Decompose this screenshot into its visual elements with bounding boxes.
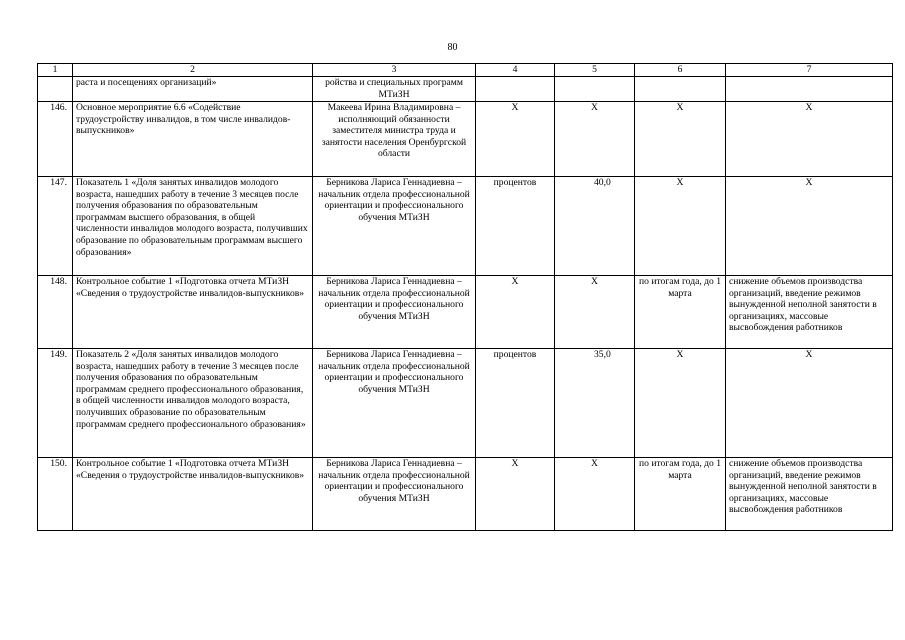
- row-responsible: Берникова Лариса Геннадиевна – начальник отдела профессиональной ориентации и профессионального обучения МТиЗН: [313, 458, 476, 531]
- row-risk: [726, 77, 893, 102]
- row-term: по итогам года, до 1 марта: [635, 458, 726, 531]
- row-value: X: [555, 102, 635, 177]
- column-header-7: 7: [726, 64, 893, 77]
- row-responsible: Берникова Лариса Геннадиевна – начальник отдела профессиональной ориентации и профессионального обучения МТиЗН: [313, 349, 476, 458]
- row-term: [635, 77, 726, 102]
- row-responsible: Берникова Лариса Геннадиевна – начальник отдела профессиональной ориентации и профессионального обучения МТиЗН: [313, 276, 476, 349]
- row-responsible: Макеева Ирина Владимировна – исполняющий обязанности заместителя министра труда и занятости населения Оренбургской области: [313, 102, 476, 177]
- row-value: [555, 77, 635, 102]
- row-risk: снижение объемов производства организаций, введение режимов вынужденной неполной занятости в организациях, массовые высвобождения работников: [726, 458, 893, 531]
- row-value: 35,0: [555, 349, 635, 458]
- row-unit: X: [476, 458, 555, 531]
- row-responsible: Берникова Лариса Геннадиевна – начальник отдела профессиональной ориентации и профессионального обучения МТиЗН: [313, 177, 476, 276]
- row-term: X: [635, 102, 726, 177]
- column-header-3: 3: [313, 64, 476, 77]
- row-unit: процентов: [476, 177, 555, 276]
- row-term: по итогам года, до 1 марта: [635, 276, 726, 349]
- column-header-1: 1: [38, 64, 73, 77]
- row-description: Основное мероприятие 6.6 «Содействие трудоустройству инвалидов, в том числе инвалидов-выпускников»: [73, 102, 313, 177]
- row-number: 150.: [38, 458, 73, 531]
- header-row: [38, 64, 893, 77]
- table-row: [38, 458, 893, 531]
- row-number: [38, 77, 73, 102]
- row-unit: X: [476, 102, 555, 177]
- row-description: Контрольное событие 1 «Подготовка отчета МТиЗН «Сведения о трудоустройстве инвалидов-выпускников»: [73, 458, 313, 531]
- row-number: 149.: [38, 349, 73, 458]
- row-number: 147.: [38, 177, 73, 276]
- row-risk: X: [726, 177, 893, 276]
- table-row: [38, 177, 893, 276]
- row-value: X: [555, 458, 635, 531]
- row-description: раста и посещениях организаций»: [73, 77, 313, 102]
- row-risk: X: [726, 102, 893, 177]
- column-header-6: 6: [635, 64, 726, 77]
- table-row: [38, 102, 893, 177]
- row-description: Показатель 2 «Доля занятых инвалидов молодого возраста, нашедших работу в течение 3 месяцев после получения образования по образовательным программам среднего профессионального образования, в общей численности инвалидов молодого возраста, получивших образование по образовательным программам среднего профессионального образования»: [73, 349, 313, 458]
- row-responsible: ройства и специальных программ МТиЗН: [313, 77, 476, 102]
- column-header-4: 4: [476, 64, 555, 77]
- table-row: [38, 276, 893, 349]
- plan-table: [37, 63, 893, 531]
- row-value: X: [555, 276, 635, 349]
- row-number: 148.: [38, 276, 73, 349]
- row-description: Контрольное событие 1 «Подготовка отчета МТиЗН «Сведения о трудоустройстве инвалидов-выпускников»: [73, 276, 313, 349]
- row-description: Показатель 1 «Доля занятых инвалидов молодого возраста, нашедших работу в течение 3 месяцев после получения образования по образовательным программам высшего образования, в общей численности инвалидов молодого возраста, получивших образование по образовательным программам высшего образования»: [73, 177, 313, 276]
- row-risk: X: [726, 349, 893, 458]
- row-number: 146.: [38, 102, 73, 177]
- row-risk: снижение объемов производства организаций, введение режимов вынужденной неполной занятости в организациях, массовые высвобождения работников: [726, 276, 893, 349]
- row-unit: X: [476, 276, 555, 349]
- column-header-2: 2: [73, 64, 313, 77]
- column-header-5: 5: [555, 64, 635, 77]
- row-unit: [476, 77, 555, 102]
- row-unit: процентов: [476, 349, 555, 458]
- table-row: [38, 349, 893, 458]
- row-term: X: [635, 349, 726, 458]
- table-row: [38, 77, 893, 102]
- row-term: X: [635, 177, 726, 276]
- row-value: 40,0: [555, 177, 635, 276]
- page-number: 80: [447, 42, 458, 53]
